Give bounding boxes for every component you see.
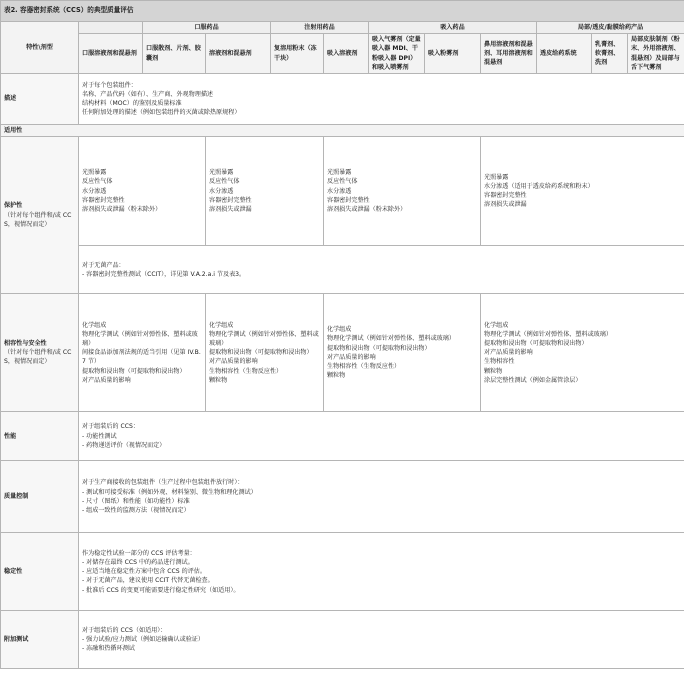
corner-header: 特性\剂型 <box>1 22 79 74</box>
text-line: 光照暴露 <box>82 169 107 177</box>
row-label-performance: 性能 <box>1 412 79 461</box>
column-header: 复溶用粉末（冻干块） <box>271 34 324 74</box>
text-line: 对产品质量的影响 <box>82 376 131 384</box>
row-title: 保护性 <box>4 202 23 210</box>
group-injectable: 注射用药品 <box>271 22 369 34</box>
text-line: - 应适当地在稳定性方案中包含 CCS 的评估。 <box>82 568 206 576</box>
text-line: 水分渗透 <box>209 187 234 195</box>
row-note: （针对每个组件和/或 CCS，视情况而定） <box>4 349 72 366</box>
performance-content <box>79 412 684 461</box>
text-line: 对于无菌产品： <box>82 261 125 269</box>
protection-oral <box>79 137 206 246</box>
column-header: 口服溶液剂和混悬剂 <box>79 34 143 74</box>
row-label-protection <box>1 137 79 294</box>
text-line: 提取物和浸出物（可提取物和浸出物） <box>209 349 313 357</box>
text-line: 水分渗透 <box>327 187 352 195</box>
text-line: 对于每个包装组件： <box>82 81 137 89</box>
column-header: 局部皮肤制剂（粉末、外用溶液剂、混悬剂）及局部与舌下气雾剂 <box>628 34 684 74</box>
row-label-quality-control: 质量控制 <box>1 461 79 533</box>
text-line: 反应性气体 <box>327 178 358 186</box>
compat-topical <box>481 294 684 412</box>
text-line: 颗粒物 <box>209 376 228 384</box>
text-line: 提取物和浸出物（可提取物和浸出物） <box>484 339 588 347</box>
quality-control-content <box>79 461 684 533</box>
text-line: - 批准后 CCS 的变更可能需要进行稳定性研究（如适用）。 <box>82 586 240 594</box>
text-line: 容器密封完整性 <box>209 196 252 204</box>
description-content <box>79 74 684 125</box>
text-line: - 对储存在最终 CCS 中的药品进行测试。 <box>82 558 194 566</box>
text-line: 反应性气体 <box>209 178 240 186</box>
text-line: 对于组装后的 CCS（如适用）： <box>82 626 167 634</box>
compat-oral <box>79 294 206 412</box>
text-line: 化学组成 <box>484 321 509 329</box>
text-line: 容器密封完整性 <box>327 196 370 204</box>
text-line: 对产品质量的影响 <box>484 349 533 357</box>
column-header: 口服散剂、片剂、胶囊剂 <box>143 34 206 74</box>
text-line: - 冻融和热循环测试 <box>82 645 135 653</box>
text-line: 颗粒物 <box>327 372 346 380</box>
group-topical: 局部/透皮/黏膜给药产品 <box>537 22 684 34</box>
text-line: - 药物递送评价（视情况而定） <box>82 441 166 449</box>
text-line: - 强力试验/应力测试（例如运输确认或验证） <box>82 636 204 644</box>
text-line: 涂层完整性测试（例如金属管涂层） <box>484 376 582 384</box>
text-line: 水分渗透（适用于透皮给药系统和粉末） <box>484 183 594 191</box>
additional-tests-content <box>79 611 684 669</box>
protection-inhalation <box>324 137 481 246</box>
column-header: 吸入粉雾剂 <box>425 34 481 74</box>
text-line: 溶剂损失或泄漏（粉末除外） <box>82 206 162 214</box>
text-line: 水分渗透 <box>82 187 107 195</box>
column-header: 吸入气雾剂（定量吸入器 MDI、干粉吸入器 DPI）和吸入喷雾剂 <box>369 34 425 74</box>
text-line: 颗粒物 <box>484 367 503 375</box>
text-line: - 容器密封完整性测试（CCIT），详见第 V.A.2.a.i 节及表3。 <box>82 270 246 278</box>
row-label-compatibility <box>1 294 79 412</box>
text-line: - 功能性测试 <box>82 432 117 440</box>
text-line: 名称、产品代码（如有）、生产商、外观物理描述 <box>82 90 214 98</box>
text-line: 物理化学测试（例如针对弹性体、塑料或玻璃） <box>484 330 612 338</box>
text-line: 提取物和浸出物（可提取物和浸出物） <box>82 367 186 375</box>
text-line: 间接食品添加剂法规的适当引用（见第 IV.B.7 节） <box>82 349 201 366</box>
empty-group-cell <box>79 22 143 34</box>
text-line: 物理化学测试（例如针对弹性体、塑料或玻璃） <box>327 335 455 343</box>
text-line: 提取物和浸出物（可提取物和浸出物） <box>327 344 431 352</box>
text-line: 化学组成 <box>327 326 352 334</box>
row-title: 相容性与安全性 <box>4 339 47 347</box>
text-line: 化学组成 <box>82 321 107 329</box>
text-line: 物理化学测试（例如针对弹性体、塑料或玻璃） <box>209 330 319 347</box>
text-line: 光照暴露 <box>327 169 352 177</box>
group-oral: 口服药品 <box>143 22 271 34</box>
section-applicability: 适用性 <box>1 125 684 137</box>
text-line: 反应性气体 <box>82 178 113 186</box>
text-line: 生物相容性 <box>484 358 515 366</box>
text-line: - 测试和可接受标准（例如外观、材料鉴别、微生物和理化测试） <box>82 488 257 496</box>
column-header: 吸入溶液剂 <box>324 34 369 74</box>
compat-inhalation <box>324 294 481 412</box>
compat-injectable <box>206 294 324 412</box>
protection-sterile-note <box>79 246 684 294</box>
text-line: 光照暴露 <box>484 173 509 181</box>
protection-topical <box>481 137 684 246</box>
group-inhalation: 吸入药品 <box>369 22 537 34</box>
text-line: 作为稳定性试验一部分的 CCS 评估考量： <box>82 549 196 557</box>
text-line: 对于生产商接收的包装组件（生产过程中包装组件放行时）： <box>82 479 244 487</box>
text-line: 溶剂损失或泄漏 <box>209 206 252 214</box>
text-line: - 对于无菌产品，建议使用 CCIT 代替无菌检查。 <box>82 577 214 585</box>
row-label-description: 描述 <box>1 74 79 125</box>
text-line: 对产品质量的影响 <box>209 358 258 366</box>
column-header: 鼻用溶液剂和混悬剂、耳用溶液剂和混悬剂 <box>481 34 537 74</box>
row-label-additional-tests: 附加测试 <box>1 611 79 669</box>
text-line: 生物相容性（生物反应性） <box>327 362 401 370</box>
column-header: 溶液剂和混悬剂 <box>206 34 271 74</box>
text-line: 溶剂损失或泄漏（粉末除外） <box>327 206 407 214</box>
text-line: - 组成一致性的监测方法（视情况而定） <box>82 506 190 514</box>
text-line: 生物相容性（生物反应性） <box>209 367 283 375</box>
column-header: 透皮给药系统 <box>537 34 592 74</box>
text-line: 溶剂损失或泄漏 <box>484 201 527 209</box>
row-note: （针对每个组件和/或 CCS，视情况而定） <box>4 211 72 228</box>
text-line: 对产品质量的影响 <box>327 353 376 361</box>
text-line: - 尺寸（图纸）和性能（如功能性）标准 <box>82 497 190 505</box>
protection-injectable <box>206 137 324 246</box>
text-line: 物理化学测试（例如针对弹性体、塑料或玻璃） <box>82 330 198 347</box>
text-line: 光照暴露 <box>209 169 234 177</box>
text-line: 容器密封完整性 <box>82 196 125 204</box>
text-line: 任何附加处理的描述（例如包装组件的灭菌或除热原规程） <box>82 109 241 117</box>
text-line: 对于组装后的 CCS： <box>82 423 139 431</box>
text-line: 容器密封完整性 <box>484 192 527 200</box>
text-line: 结构材料（MOC）的鉴别及质量标准 <box>82 100 182 108</box>
row-label-stability: 稳定性 <box>1 533 79 611</box>
stability-content <box>79 533 684 611</box>
text-line: 化学组成 <box>209 321 234 329</box>
column-header: 乳膏剂、软膏剂、洗剂 <box>592 34 628 74</box>
table-title: 表2. 容器密封系统（CCS）的典型质量评估 <box>1 1 684 22</box>
